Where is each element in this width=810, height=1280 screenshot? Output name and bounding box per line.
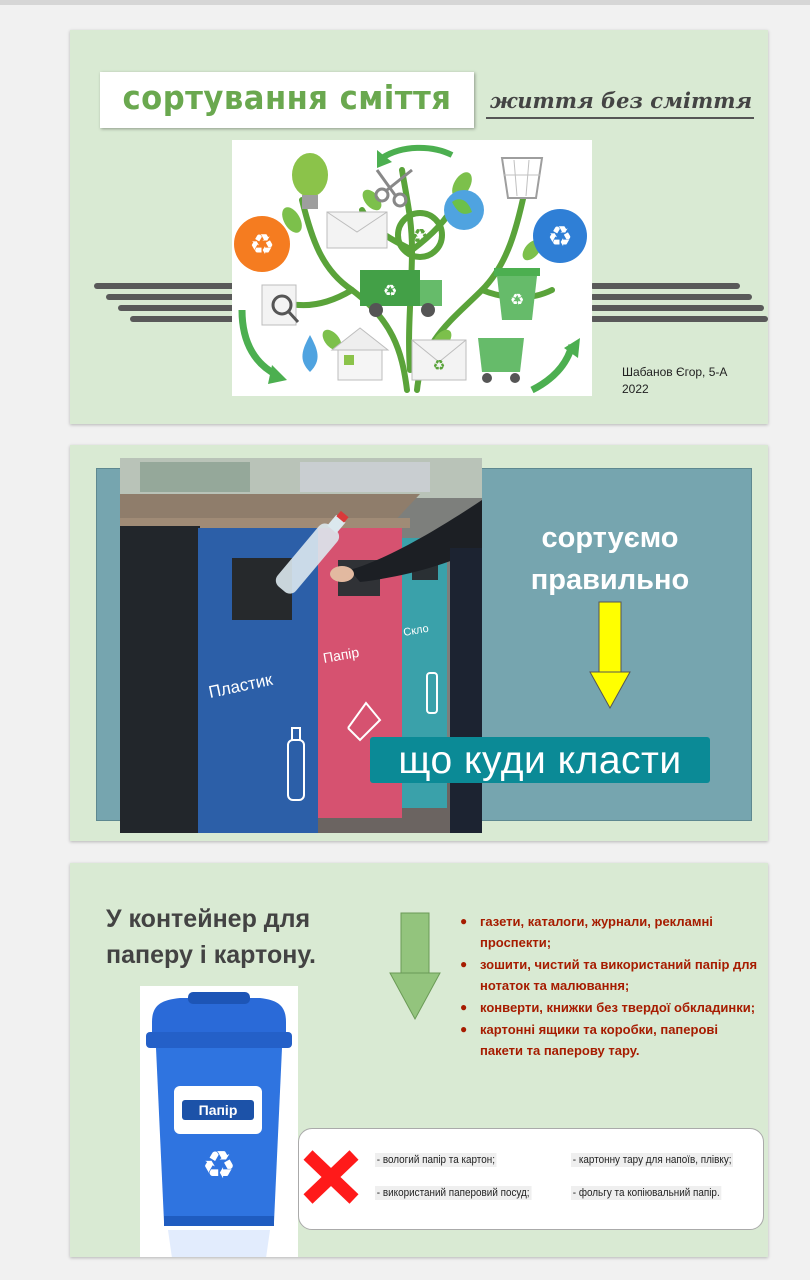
sort-correctly-heading [490,517,730,601]
photo-label-paper: Папір [321,643,361,666]
list-item: ● зошити, чистий та використаний папір для нотаток та малювання; [460,957,758,993]
what-where-banner [370,737,710,783]
down-arrow-icon [588,600,632,717]
decor-stripe [590,294,752,300]
bin-label: Папір [198,1102,238,1118]
title-box [100,72,474,128]
svg-text:♻: ♻ [509,290,525,309]
red-cross-icon [300,1149,362,1210]
decor-stripe [590,316,768,322]
slide-title-text: сортування сміття [122,78,452,117]
slide-paper-container[interactable] [70,863,768,1257]
svg-text:♻: ♻ [201,1143,237,1187]
decor-stripe [106,294,244,300]
recycling-illustration [232,140,592,396]
author-year: 2022 [622,382,649,396]
title-line-1: У контейнер для [106,905,311,933]
decor-stripe [590,283,740,289]
not-allowed-item: - використаний паперовий посуд; [376,1187,530,1199]
heading-line-2: правильно [530,564,690,596]
svg-text:♻: ♻ [249,228,275,261]
photo-label-plastic: Пластик [206,669,275,702]
list-item: ● конверти, книжки без твердої обкладинки; [460,1000,756,1015]
svg-text:♻: ♻ [432,358,446,374]
decor-stripe [94,283,244,289]
paper-bin-image [140,986,298,1257]
not-allowed-item: - фольгу та копіювальний папір. [572,1187,720,1199]
photo-label-glass: Скло [402,622,430,639]
slide-title[interactable] [70,30,768,424]
paper-container-title [106,901,366,973]
decor-stripe [130,316,244,322]
decor-stripe [590,305,764,311]
allowed-list [458,911,758,1062]
author-block [622,364,727,398]
svg-text:♻: ♻ [547,220,573,253]
decor-stripe [118,305,244,311]
top-bar [0,0,810,5]
not-allowed-item: - картонну тару для напоїв, плівку; [572,1154,732,1166]
down-arrow-icon [388,911,442,1028]
heading-line-1: сортуємо [541,522,679,554]
slide-sort-correctly[interactable] [70,445,768,841]
subtitle-underline [486,117,754,119]
title-line-2: паперу і картону. [106,941,316,969]
slide-subtitle: життя без сміття [489,88,753,113]
banner-text: що куди класти [398,739,682,782]
svg-text:♻: ♻ [382,281,398,300]
not-allowed-item: - вологий папір та картон; [376,1154,495,1166]
not-allowed-panel [298,1128,764,1230]
list-item: ● газети, каталоги, журнали, рекламні проспекти; [460,914,713,950]
list-item: ● картонні ящики та коробки, паперові пакети та паперову тару. [460,1022,718,1058]
svg-text:♻: ♻ [411,224,429,248]
author-name: Шабанов Єгор, 5-А [622,365,728,379]
